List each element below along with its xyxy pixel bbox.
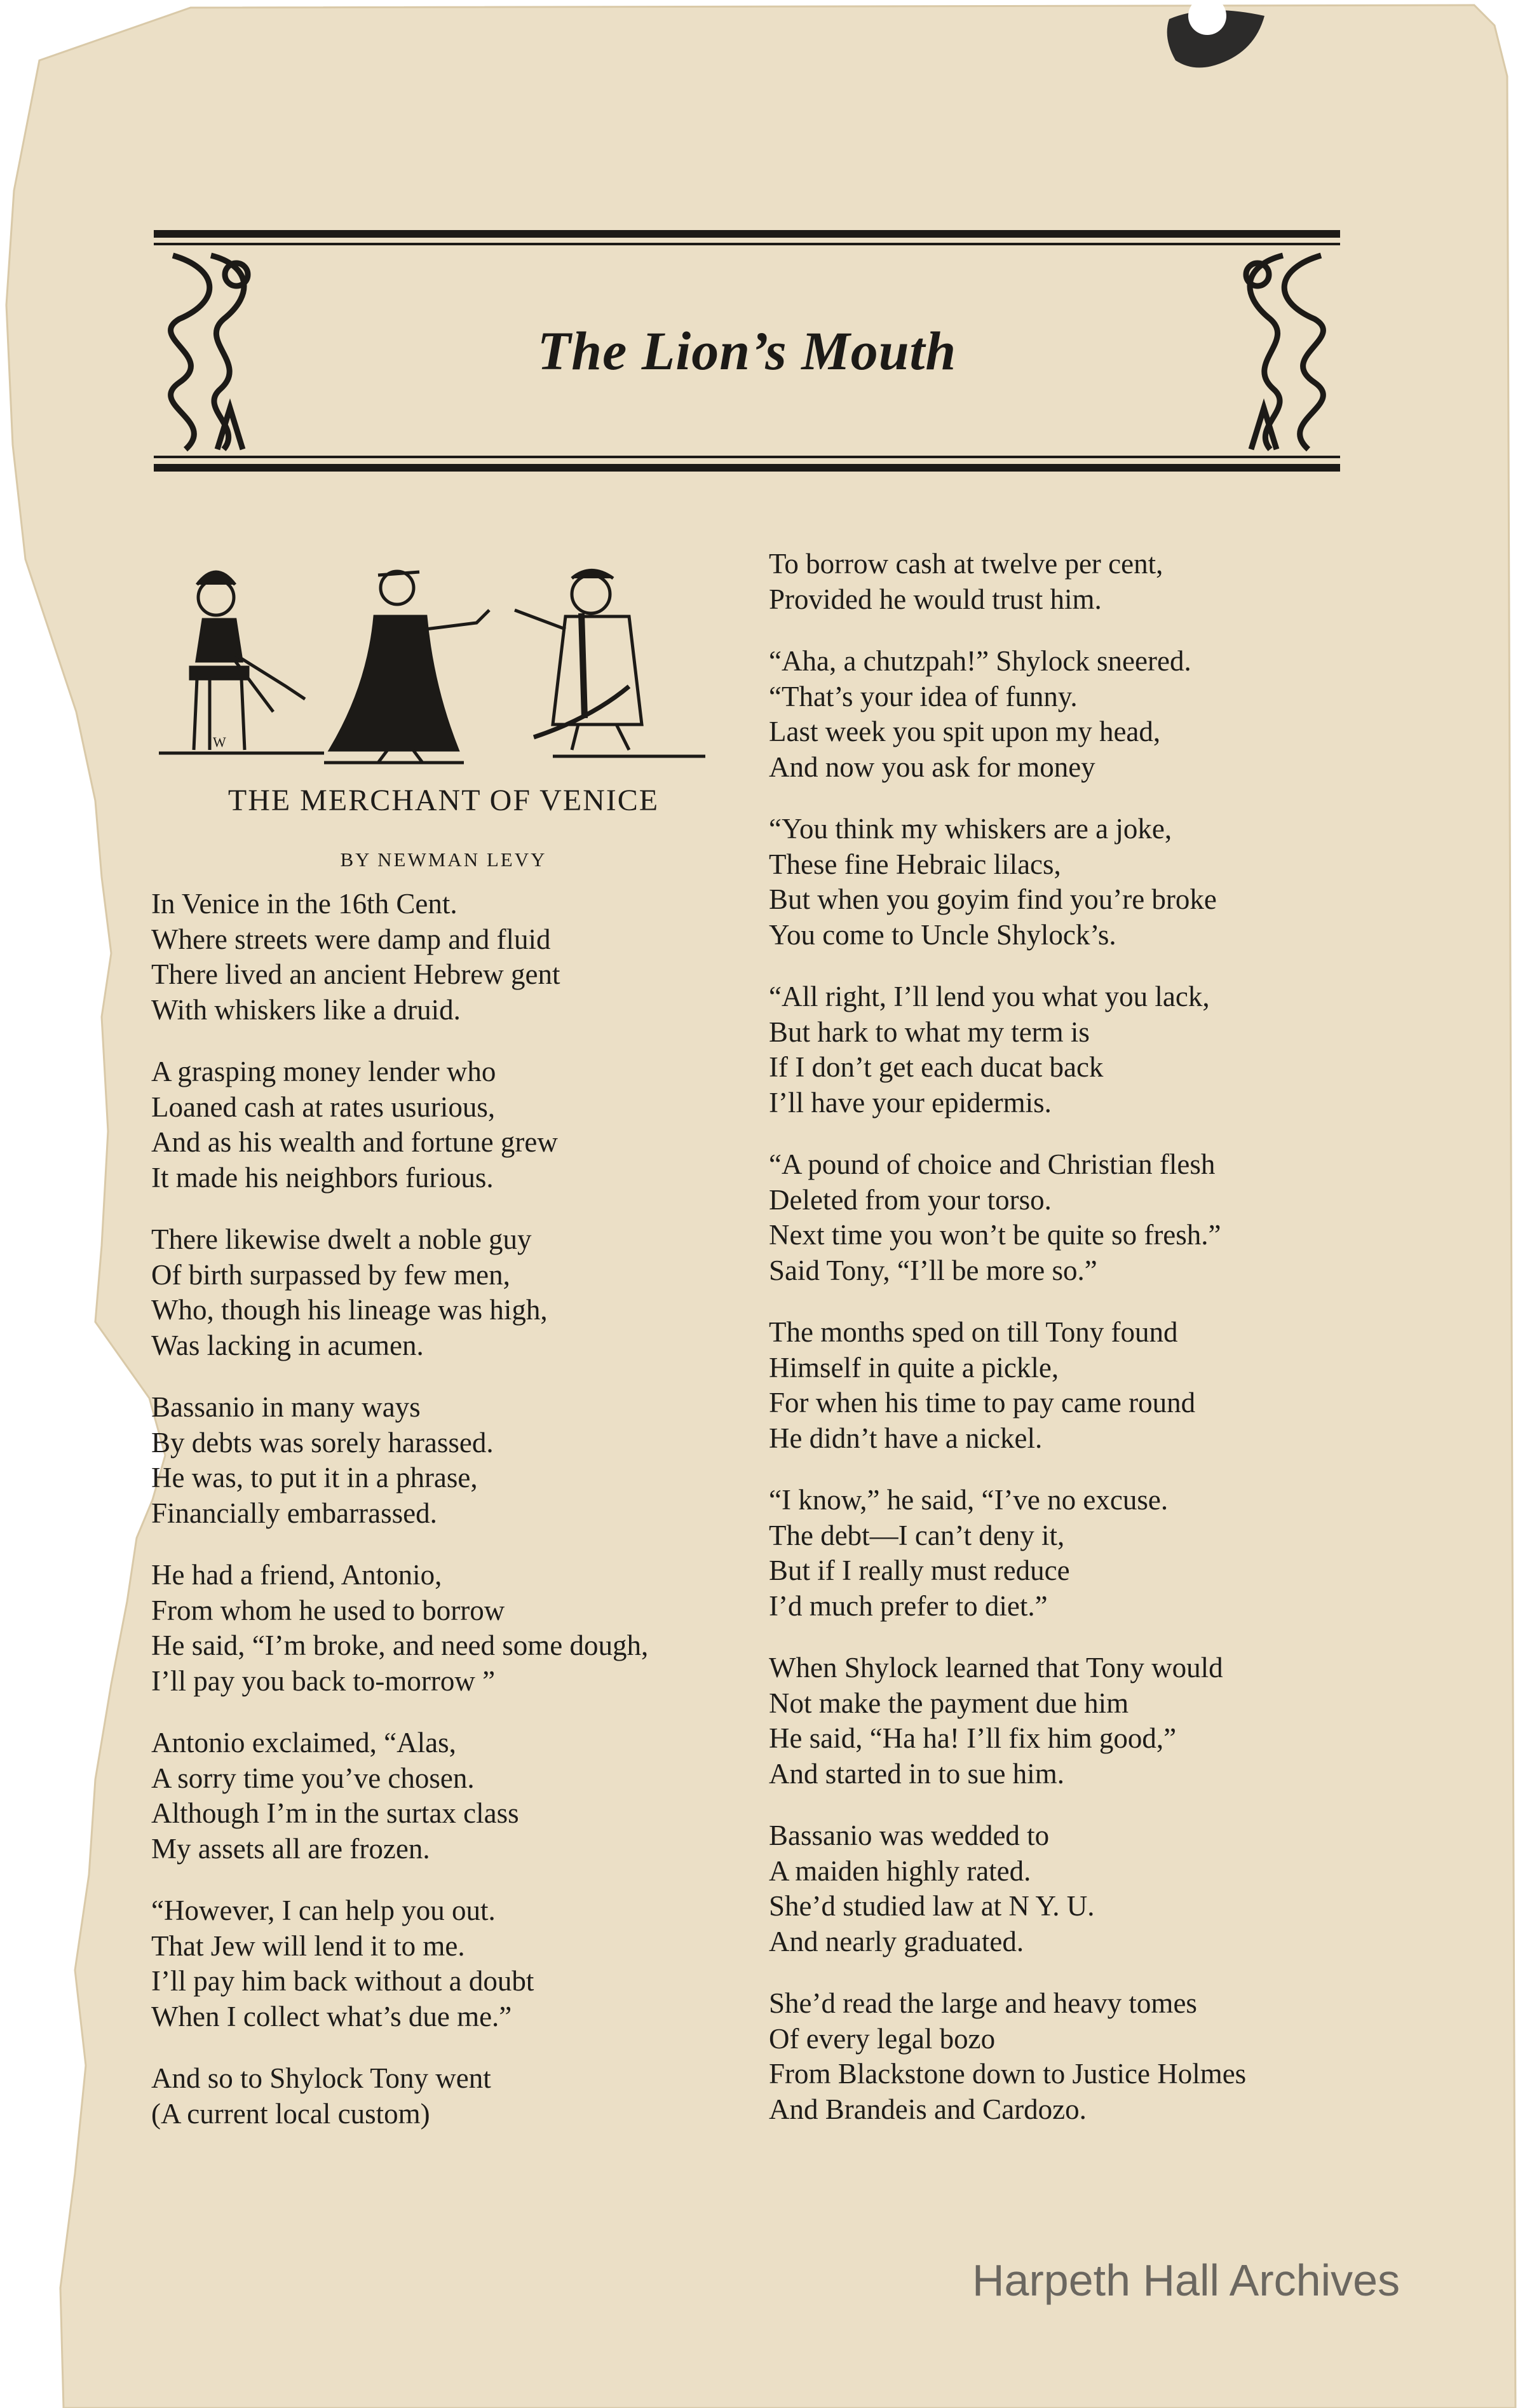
poem-line: He didn’t have a nickel. (769, 1422, 1043, 1454)
poem-line: Deleted from your torso. (769, 1183, 1052, 1216)
poem-line: Although I’m in the surtax class (151, 1797, 519, 1829)
stanza (769, 1986, 1366, 2127)
poem-line: There likewise dwelt a noble guy (151, 1223, 532, 1255)
poem-line: He was, to put it in a phrase, (151, 1462, 478, 1493)
poem-line: A grasping money lender who (151, 1056, 496, 1087)
poem-line: She’d studied law at N Y. U. (769, 1890, 1095, 1922)
poem-line: You come to Uncle Shylock’s. (769, 918, 1116, 951)
poem-line: “That’s your idea of funny. (769, 680, 1078, 712)
poem-line: I’ll pay him back without a doubt (151, 1965, 534, 1997)
stanza (769, 979, 1366, 1120)
poem-line: My assets all are frozen. (151, 1832, 430, 1865)
poem-line: Was lacking in acumen. (151, 1329, 424, 1361)
poem-line: (A current local custom) (151, 2097, 430, 2130)
poem-line: And nearly graduated. (769, 1925, 1024, 1957)
poem-line: Provided he would trust him. (769, 583, 1102, 615)
poem-line: And started in to sue him. (769, 1757, 1064, 1790)
poem-line: Bassanio was wedded to (769, 1820, 1050, 1851)
stanza (769, 1818, 1366, 1959)
poem-line: “I know,” he said, “I’ve no excuse. (769, 1484, 1169, 1516)
poem-line: And so to Shylock Tony went (151, 2062, 491, 2094)
poem-line: In Venice in the 16th Cent. (151, 888, 458, 920)
poem-line: Said Tony, “I’ll be more so.” (769, 1254, 1097, 1286)
stanza (151, 2061, 749, 2132)
stanza (151, 1893, 749, 2034)
poem-line: It made his neighbors furious. (151, 1161, 494, 1194)
poem-line: For when his time to pay came round (769, 1387, 1196, 1418)
poem-line: “However, I can help you out. (151, 1894, 496, 1926)
poem-line: Next time you won’t be quite so fresh.” (769, 1219, 1221, 1251)
poem-line: That Jew will lend it to me. (151, 1929, 465, 1962)
poem-line: A sorry time you’ve chosen. (151, 1762, 475, 1794)
poem-line: The debt—I can’t deny it, (769, 1519, 1065, 1551)
poem-line: He said, “Ha ha! I’ll fix him good,” (769, 1722, 1177, 1754)
poem-line: And Brandeis and Cardozo. (769, 2093, 1087, 2125)
poem-line: “All right, I’ll lend you what you lack, (769, 981, 1210, 1012)
poem-line: But hark to what my term is (769, 1016, 1090, 1048)
poem-line: By debts was sorely harassed. (151, 1426, 494, 1459)
stanza (151, 1725, 749, 1867)
poem-line: I’ll pay you back to-morrow ” (151, 1664, 496, 1697)
poem-line: Financially embarrassed. (151, 1497, 437, 1529)
stanza (151, 887, 749, 1028)
poem-line: “You think my whiskers are a joke, (769, 813, 1172, 845)
poem-line: To borrow cash at twelve per cent, (769, 548, 1163, 580)
poem-line: From Blackstone down to Justice Holmes (769, 2058, 1247, 2090)
poem-line: Where streets were damp and fluid (151, 923, 551, 955)
page-title: The Lion’s Mouth (537, 320, 957, 381)
poem-line: Loaned cash at rates usurious, (151, 1091, 496, 1123)
cartoon-illustration (159, 559, 718, 769)
stanza (769, 1483, 1366, 1624)
poem-line: Bassanio in many ways (151, 1391, 421, 1423)
stanza (769, 1147, 1366, 1288)
poem-line: And as his wealth and fortune grew (151, 1126, 558, 1158)
poem-line: These fine Hebraic lilacs, (769, 848, 1061, 880)
poem-line: He had a friend, Antonio, (151, 1559, 442, 1591)
poem-line: She’d read the large and heavy tomes (769, 1987, 1197, 2019)
figure-head (198, 580, 234, 615)
poem-line: Not make the payment due him (769, 1687, 1129, 1719)
poem-line: A maiden highly rated. (769, 1854, 1031, 1887)
stanza (769, 1650, 1366, 1792)
illustration-signature: W (213, 734, 226, 750)
poem-line: Antonio exclaimed, “Alas, (151, 1727, 456, 1758)
poem-byline: BY NEWMAN LEVY (340, 848, 547, 871)
poem-column-right (769, 547, 1366, 2154)
poem-line: The months sped on till Tony found (769, 1316, 1178, 1348)
stanza (151, 1222, 749, 1363)
poem-line: But if I really must reduce (769, 1554, 1070, 1586)
stanza (769, 644, 1366, 785)
stanza (769, 547, 1366, 617)
poem-line: Who, though his lineage was high, (151, 1294, 548, 1326)
poem-line: With whiskers like a druid. (151, 993, 461, 1026)
poem-title: THE MERCHANT OF VENICE (227, 784, 660, 817)
poem-line: Of birth surpassed by few men, (151, 1258, 510, 1291)
poem-line: I’d much prefer to diet.” (769, 1589, 1048, 1622)
archive-watermark: Harpeth Hall Archives (972, 2255, 1400, 2305)
header-band (154, 230, 1340, 477)
poem-line: But when you goyim find you’re broke (769, 883, 1217, 915)
stanza (151, 1390, 749, 1531)
poem-line: And now you ask for money (769, 751, 1095, 783)
poem-line: Of every legal bozo (769, 2022, 996, 2055)
poem-line: When Shylock learned that Tony would (769, 1652, 1223, 1684)
poem-line: “Aha, a chutzpah!” Shylock sneered. (769, 645, 1191, 677)
stanza (151, 1054, 749, 1195)
stanza (769, 1315, 1366, 1456)
poem-line: If I don’t get each ducat back (769, 1051, 1104, 1083)
poem-line: There lived an ancient Hebrew gent (151, 958, 560, 990)
poem-line: He said, “I’m broke, and need some dough, (151, 1629, 649, 1661)
poem-line: I’ll have your epidermis. (769, 1086, 1052, 1119)
poem-line: Last week you spit upon my head, (769, 716, 1161, 747)
poem-column-left (151, 887, 749, 2158)
stanza (769, 812, 1366, 953)
poem-line: Himself in quite a pickle, (769, 1351, 1059, 1384)
poem-line: “A pound of choice and Christian flesh (769, 1148, 1216, 1180)
poem-line: From whom he used to borrow (151, 1594, 505, 1626)
stanza (151, 1558, 749, 1699)
poem-line: When I collect what’s due me.” (151, 2000, 512, 2032)
